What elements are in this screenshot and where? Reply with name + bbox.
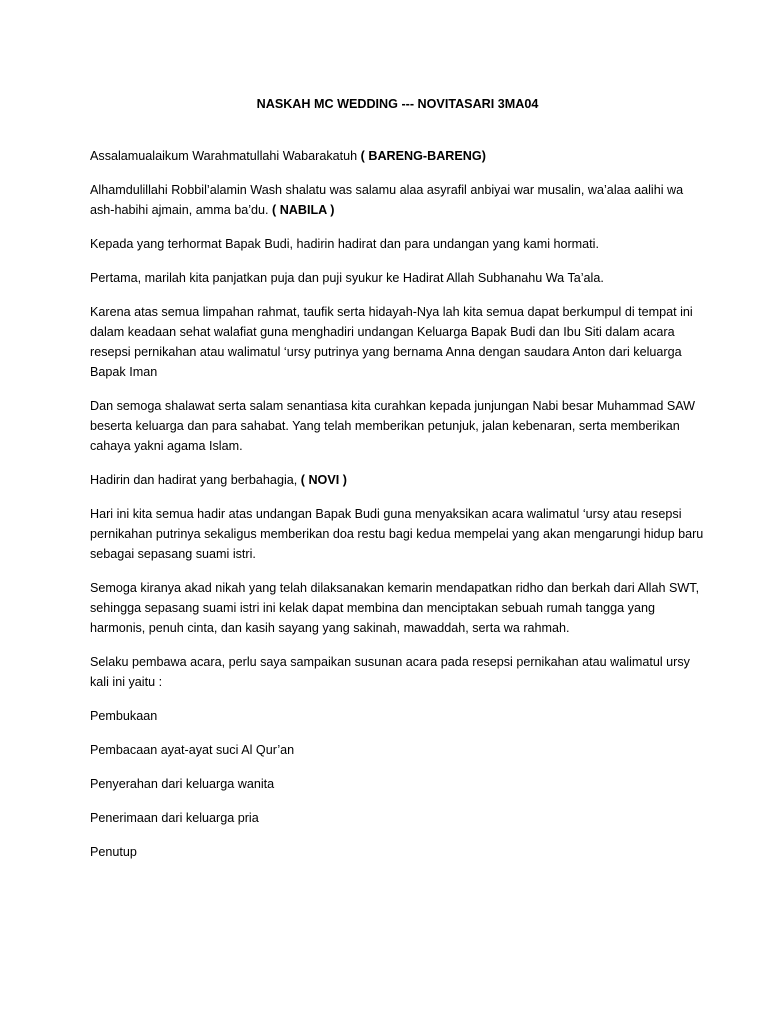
paragraph-shalawat — [90, 396, 705, 456]
paragraph-blessing — [90, 578, 705, 638]
paragraph-text: Pertama, marilah kita panjatkan puja dan puji syukur ke Hadirat Allah Subhanahu Wa Ta’ala. — [90, 271, 604, 285]
document-body — [90, 94, 705, 862]
paragraph-text: Karena atas semua limpahan rahmat, taufik serta hidayah-Nya lah kita semua dapat berkumpul di tempat ini dalam keadaan sehat walafiat guna menghadiri undangan Keluarga Bapak Budi dan Ibu Siti dalam acara resepsi pernikahan atau walimatul ‘ursy putrinya yang bernama Anna dengan saudara Anton dari keluarga Bapak Iman — [90, 305, 693, 379]
paragraph-audience — [90, 470, 705, 490]
paragraph-occasion — [90, 302, 705, 382]
agenda-list — [90, 706, 705, 862]
paragraph-address — [90, 234, 705, 254]
paragraph-text: Hadirin dan hadirat yang berbahagia, — [90, 473, 301, 487]
paragraph-text: Assalamualaikum Warahmatullahi Wabarakatuh — [90, 149, 361, 163]
paragraph-text: Semoga kiranya akad nikah yang telah dilaksanakan kemarin mendapatkan ridho dan berkah dari Allah SWT, sehingga sepasang suami istri ini kelak dapat membina dan menciptakan sebuah rumah tangga yang harmonis, penuh cinta, dan kasih sayang yang sakinah, mawaddah, serta wa rahmah. — [90, 581, 700, 635]
paragraph-text: Dan semoga shalawat serta salam senantiasa kita curahkan kepada junjungan Nabi besar Muhammad SAW beserta keluarga dan para sahabat. Yang telah memberikan petunjuk, jalan kebenaran, serta memberikan cahaya yakni agama Islam. — [90, 399, 696, 453]
agenda-item: Penyerahan dari keluarga wanita — [90, 777, 275, 791]
paragraph-text: Selaku pembawa acara, perlu saya sampaikan susunan acara pada resepsi pernikahan atau walimatul ursy kali ini yaitu : — [90, 655, 690, 689]
paragraph-greeting — [90, 146, 705, 166]
agenda-item: Pembukaan — [90, 709, 158, 723]
agenda-item: Penerimaan dari keluarga pria — [90, 811, 259, 825]
paragraph-text: Alhamdulillahi Robbil’alamin Wash shalatu was salamu alaa asyrafil anbiyai war musalin, wa’alaa aalihi wa ash-habihi ajmain, amma ba’du. — [90, 183, 684, 217]
paragraph-text: Kepada yang terhormat Bapak Budi, hadirin hadirat dan para undangan yang kami hormati. — [90, 237, 599, 251]
paragraph-gratitude — [90, 268, 705, 288]
document-title: NASKAH MC WEDDING --- NOVITASARI 3MA04 — [256, 97, 539, 111]
paragraph-opening-prayer — [90, 180, 705, 220]
speaker-tag: ( NABILA ) — [272, 203, 335, 217]
paragraph-text: Hari ini kita semua hadir atas undangan Bapak Budi guna menyaksikan acara walimatul ‘ursy atau resepsi pernikahan putrinya sekaligus memberikan doa restu bagi kedua mempelai yang akan mengarungi hidup baru sebagai sepasang suami istri. — [90, 507, 704, 561]
agenda-item: Pembacaan ayat-ayat suci Al Qur’an — [90, 743, 295, 757]
speaker-tag: ( NOVI ) — [300, 473, 347, 487]
agenda-item: Penutup — [90, 845, 137, 859]
paragraph-agenda-intro — [90, 652, 705, 692]
paragraph-purpose — [90, 504, 705, 564]
speaker-tag: ( BARENG-BARENG) — [360, 149, 486, 163]
